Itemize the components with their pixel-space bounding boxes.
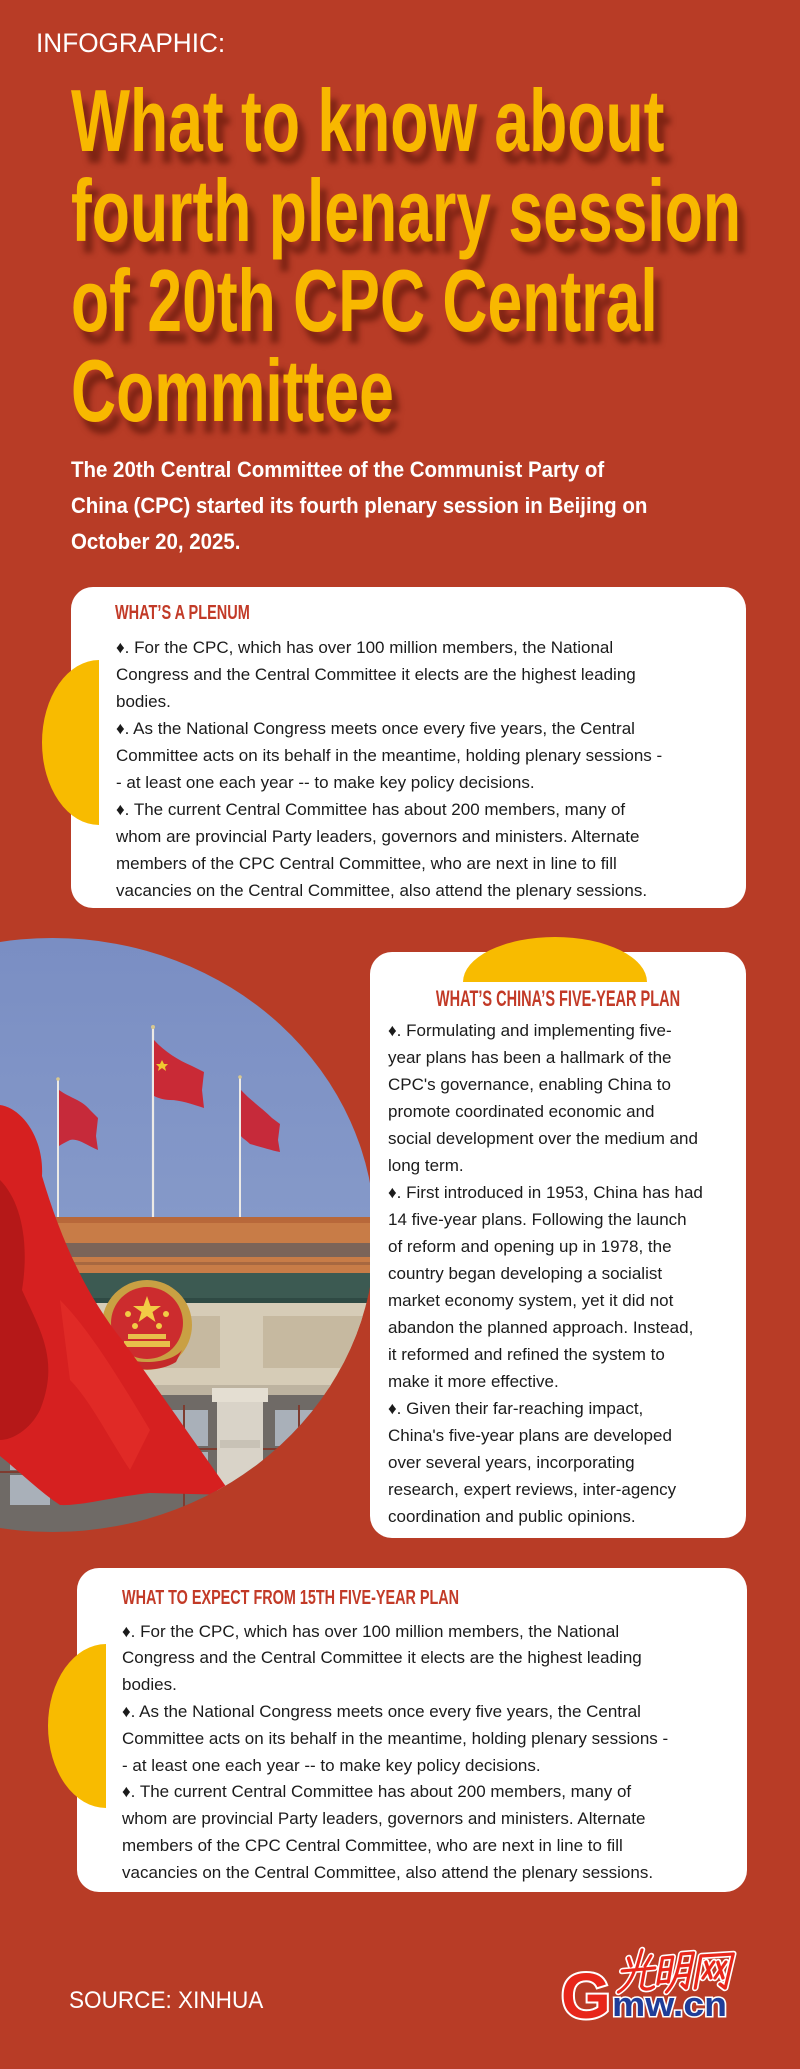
bullet-line: promote coordinated economic and [388, 1101, 655, 1121]
section-card-15th-plan [77, 1568, 747, 1892]
bullet-item [388, 1179, 703, 1395]
title-line: What to know about [71, 71, 665, 170]
bullet-line: ♦. Formulating and implementing five- [388, 1020, 672, 1040]
bullet-item [122, 1619, 668, 1699]
subtitle-line: October 20, 2025. [71, 529, 241, 554]
bullet-line: make it more effective. [388, 1372, 559, 1392]
source-credit: SOURCE: XINHUA [69, 1987, 264, 2014]
section-body [116, 634, 662, 904]
bullet-item [388, 1017, 703, 1179]
bullet-line: ♦. As the National Congress meets once every five years, the Central [122, 1701, 641, 1721]
page-title [71, 71, 800, 440]
bullet-line: China's five-year plans are developed [388, 1426, 672, 1446]
section-heading: WHAT TO EXPECT FROM 15TH FIVE-YEAR PLAN [122, 1587, 460, 1609]
bullet-line: market economy system, yet it did not [388, 1290, 674, 1310]
bullet-line: ♦. First introduced in 1953, China has had [388, 1182, 703, 1202]
bullet-line: whom are provincial Party leaders, governors and ministers. Alternate [116, 826, 640, 846]
title-line: of 20th CPC Central [71, 251, 658, 350]
bullet-line: 14 five-year plans. Following the launch [388, 1209, 687, 1229]
logo-domain: mw.cn [612, 1985, 727, 2024]
photo-scene [0, 938, 375, 1532]
section-heading: WHAT’S CHINA’S FIVE-YEAR PLAN [435, 985, 681, 1011]
bullet-line: ♦. The current Central Committee has about 200 members, many of [122, 1782, 632, 1802]
bullet-line: abandon the planned approach. Instead, [388, 1318, 694, 1338]
section-card-plenum [71, 587, 746, 908]
bullet-line: members of the CPC Central Committee, who are next in line to fill [116, 853, 617, 873]
bullet-line: Committee acts on its behalf in the meantime, holding plenary sessions - [122, 1728, 669, 1748]
infographic-label: INFOGRAPHIC: [36, 28, 226, 58]
subtitle-line: The 20th Central Committee of the Communist Party of [71, 457, 605, 482]
decorative-half-circle [463, 937, 647, 982]
bullet-line: ♦. For the CPC, which has over 100 million members, the National [116, 637, 614, 657]
bullet-line: coordination and public opinions. [388, 1507, 636, 1527]
bullet-line: year plans has been a hallmark of the [388, 1047, 672, 1067]
subtitle [71, 452, 691, 560]
bullet-line: long term. [388, 1155, 464, 1175]
section-card-five-year-plan [370, 952, 746, 1538]
bullet-line: ♦. Given their far-reaching impact, [388, 1399, 644, 1419]
bullet-item [116, 715, 662, 796]
bullet-line: Congress and the Central Committee it elects are the highest leading [122, 1648, 642, 1668]
bullet-item [122, 1699, 668, 1779]
bullet-line: - at least one each year -- to make key policy decisions. [122, 1755, 541, 1775]
bullet-line: Congress and the Central Committee it elects are the highest leading [116, 664, 636, 684]
section-body [122, 1619, 668, 1887]
bullet-line: whom are provincial Party leaders, governors and ministers. Alternate [122, 1809, 646, 1829]
bullet-line: vacancies on the Central Committee, also attend the plenary sessions. [116, 880, 648, 900]
bullet-item [116, 634, 662, 715]
bullet-line: - at least one each year -- to make key policy decisions. [116, 772, 535, 792]
subtitle-line: China (CPC) started its fourth plenary session in Beijing on [71, 493, 648, 518]
bullet-line: country began developing a socialist [388, 1263, 663, 1283]
bullet-line: members of the CPC Central Committee, who are next in line to fill [122, 1835, 623, 1855]
bullet-line: CPC's governance, enabling China to [388, 1074, 671, 1094]
section-body [388, 1017, 703, 1531]
gmw-logo[interactable] [555, 1940, 745, 2025]
bullet-line: social development over the medium and [388, 1128, 698, 1148]
logo-letter-g: G [561, 1960, 611, 2025]
bullet-item [122, 1779, 668, 1886]
photo-great-hall [0, 938, 375, 1532]
bullet-line: it reformed and refined the system to [388, 1345, 665, 1365]
bullet-line: of reform and opening up in 1978, the [388, 1236, 672, 1256]
bullet-line: ♦. As the National Congress meets once every five years, the Central [116, 718, 635, 738]
decorative-half-circle [48, 1644, 106, 1808]
title-line: fourth plenary session [71, 161, 742, 260]
bullet-line: research, expert reviews, inter-agency [388, 1480, 677, 1500]
bullet-line: Committee acts on its behalf in the meantime, holding plenary sessions - [116, 745, 663, 765]
section-heading: WHAT’S A PLENUM [115, 602, 250, 624]
title-line: Committee [71, 341, 394, 440]
bullet-line: vacancies on the Central Committee, also attend the plenary sessions. [122, 1862, 654, 1882]
decorative-half-circle [42, 660, 99, 825]
bullet-line: bodies. [116, 691, 171, 711]
bullet-item [116, 796, 662, 904]
bullet-line: ♦. The current Central Committee has about 200 members, many of [116, 799, 626, 819]
bullet-item [388, 1395, 703, 1530]
bullet-line: over several years, incorporating [388, 1453, 635, 1473]
bullet-line: bodies. [122, 1675, 177, 1695]
bullet-line: ♦. For the CPC, which has over 100 million members, the National [122, 1621, 620, 1641]
